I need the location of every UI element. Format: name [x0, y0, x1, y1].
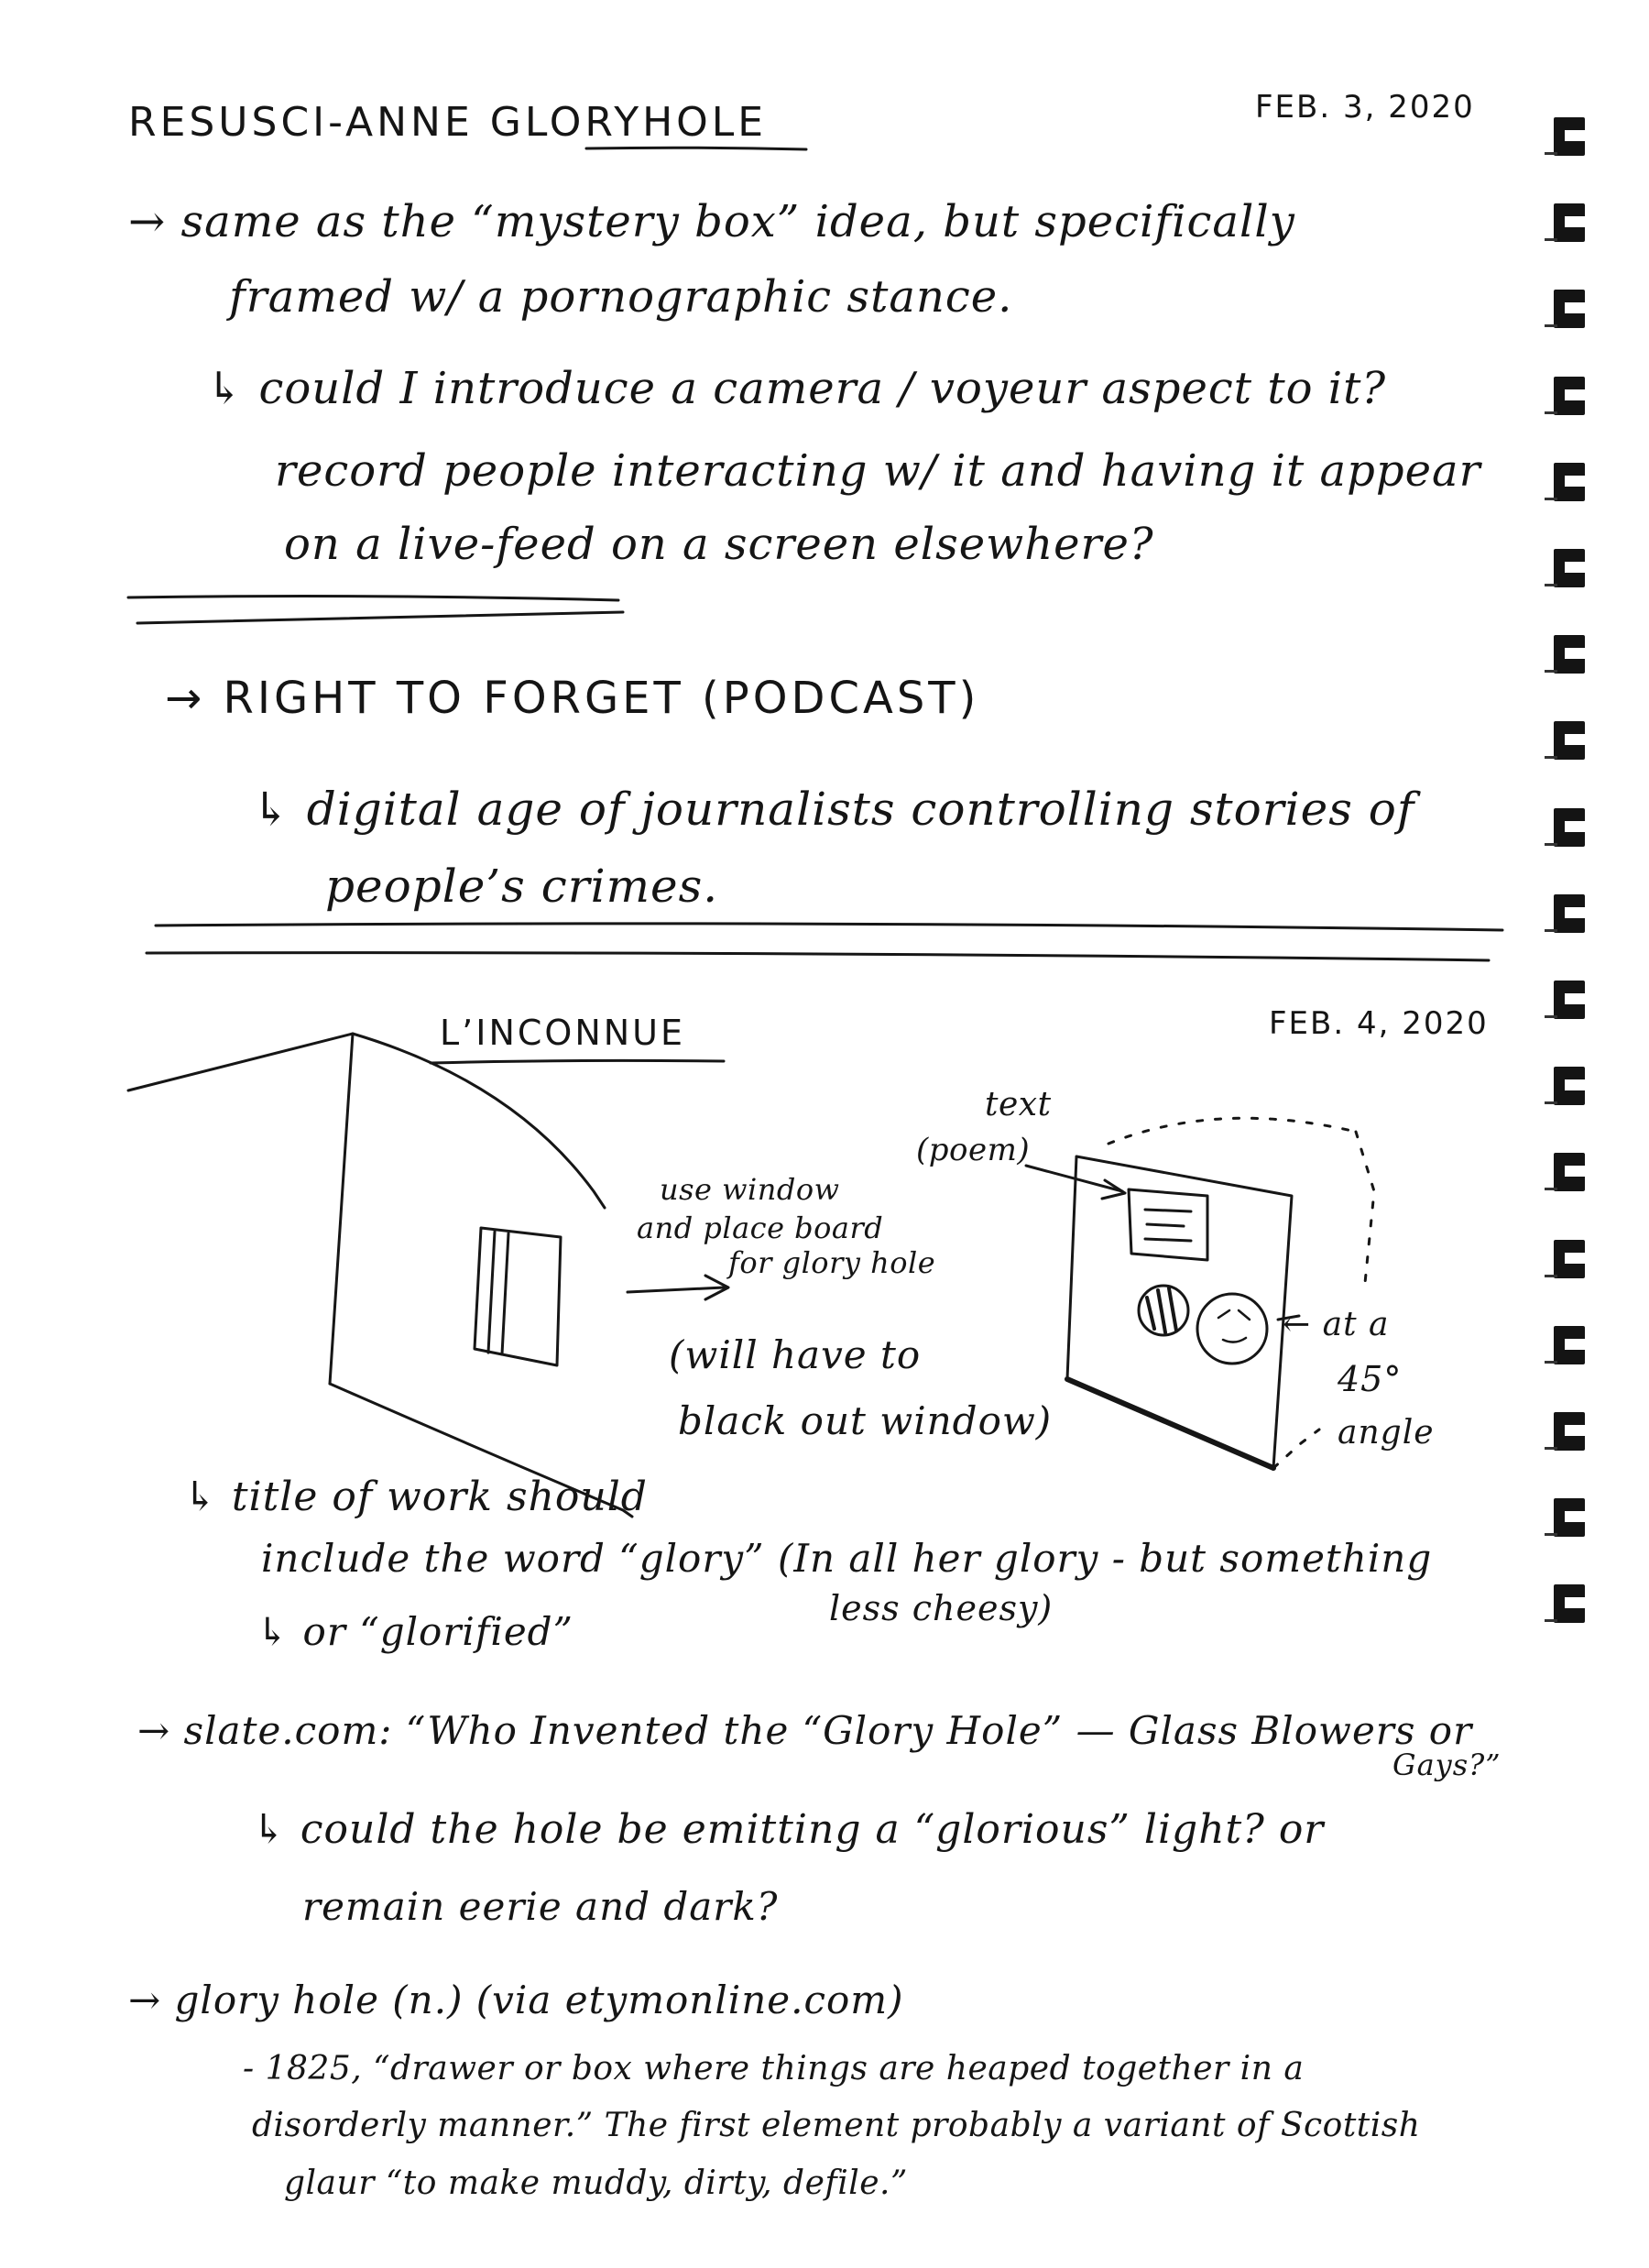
spiral-ring [1545, 981, 1587, 1019]
sketch-label-black-out-window: black out window) [678, 1398, 1053, 1443]
entry-title-linconnue: L’INCONNUE [440, 1013, 686, 1053]
divider-line [147, 953, 1489, 960]
sketch-label-poem: (poem) [916, 1132, 1031, 1168]
spiral-binding [1530, 0, 1649, 2268]
note-line: ↳ or “glorified” [257, 1609, 574, 1654]
spiral-ring [1545, 1326, 1587, 1364]
note-line: framed w/ a pornographic stance. [229, 271, 1013, 323]
board-sketch [1026, 1118, 1374, 1468]
spiral-ring [1545, 808, 1587, 847]
sketch-label-text: text [985, 1086, 1052, 1123]
note-line: remain eerie and dark? [302, 1884, 779, 1929]
spiral-ring [1545, 635, 1587, 674]
note-line: Gays?” [1392, 1748, 1502, 1782]
divider-line [137, 612, 623, 623]
sketch-label-at-a: ← at a [1283, 1306, 1390, 1343]
spiral-ring [1545, 117, 1587, 156]
divider-line [128, 597, 618, 600]
spiral-ring [1545, 203, 1587, 242]
note-line: - 1825, “drawer or box where things are heaped together in a [243, 2050, 1305, 2087]
note-line: disorderly manner.” The first element probably a variant of Scottish [252, 2107, 1421, 2144]
note-line: less cheesy) [829, 1588, 1054, 1628]
entry-date-feb-3: FEB. 3, 2020 [1255, 89, 1475, 126]
entry-heading-right-to-forget: → RIGHT TO FORGET (PODCAST) [165, 673, 980, 724]
title-underline [586, 148, 806, 149]
note-line: → slate.com: “Who Invented the “Glory Hole” — Glass Blowers or [137, 1708, 1473, 1753]
spiral-ring [1545, 1584, 1587, 1623]
sketch-label-angle: angle [1338, 1414, 1435, 1452]
note-line: ↳ could the hole be emitting a “glorious” light? or [252, 1806, 1325, 1853]
spiral-ring [1545, 1153, 1587, 1191]
spiral-ring [1545, 1412, 1587, 1451]
entry-title-resusci-anne: RESUSCI-ANNE GLORYHOLE [128, 99, 768, 146]
title-underline [431, 1060, 724, 1063]
note-line: → same as the “mystery box” idea, but specifically [128, 196, 1295, 247]
note-line: glaur “to make muddy, dirty, defile.” [284, 2164, 908, 2202]
entry-date-feb-4: FEB. 4, 2020 [1269, 1005, 1489, 1042]
spiral-ring [1545, 1240, 1587, 1278]
sketch-label-45-degrees: 45° [1338, 1359, 1403, 1399]
note-line: people’s crimes. [325, 860, 719, 913]
note-line: on a live-feed on a screen elsewhere? [284, 519, 1154, 570]
note-line: ↳ could I introduce a camera / voyeur aspect to it? [206, 363, 1387, 414]
room-sketch [128, 1034, 728, 1520]
note-line: ↳ title of work should [183, 1474, 648, 1520]
sketch-label-black-out: (will have to [669, 1332, 922, 1377]
spiral-ring [1545, 463, 1587, 501]
spiral-ring [1545, 549, 1587, 587]
note-line: include the word “glory” (In all her glory - but something [261, 1536, 1433, 1581]
spiral-ring [1545, 894, 1587, 933]
note-line: ↳ digital age of journalists controlling stories of [252, 783, 1415, 836]
sketch-label-for-glory-hole: for glory hole [728, 1245, 936, 1280]
spiral-ring [1545, 290, 1587, 328]
spiral-ring [1545, 377, 1587, 415]
spiral-ring [1545, 721, 1587, 760]
note-line: → glory hole (n.) (via etymonline.com) [128, 1978, 904, 2022]
sketch-label-use-window: use window [660, 1172, 840, 1207]
spiral-ring [1545, 1498, 1587, 1537]
sketch-label-place-board: and place board [637, 1211, 884, 1245]
note-line: record people interacting w/ it and having it appear [275, 445, 1481, 497]
divider-line [156, 924, 1502, 930]
spiral-ring [1545, 1067, 1587, 1105]
